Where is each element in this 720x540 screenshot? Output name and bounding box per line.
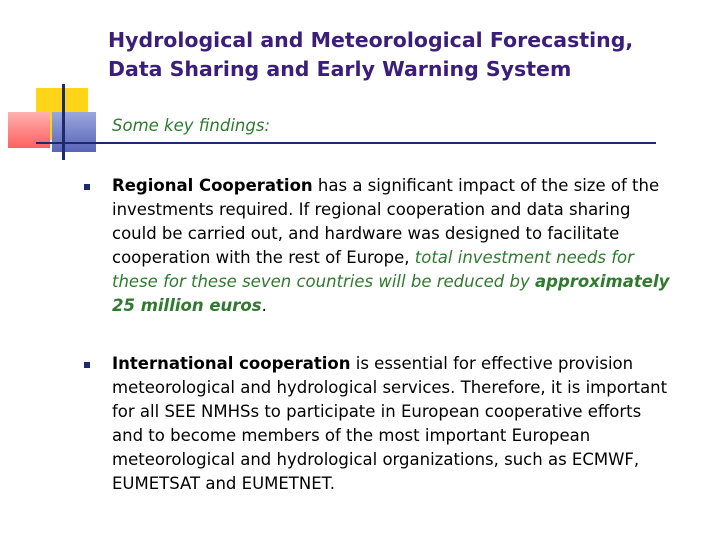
bullet-paragraph-regional-cooperation [112,174,677,318]
bullet-marker [84,184,90,190]
title-divider-line [36,142,656,144]
bullet-end: . [261,296,267,315]
bullet-text: is essential for effective provision meteorological and hydrological services. Therefore, it is important for all SEE NMHSs to participate in European cooperative efforts and to become members of the most important European meteorological and hydrological organizations, such as ECMWF, EUMETSAT and EUMETNET. [112,354,668,493]
highlight-bold-text: approximately 25 million euros [112,272,670,315]
highlight-text: total investment needs for these for these seven countries will be reduced by [112,248,634,291]
bullet-paragraph-international-cooperation [112,352,677,496]
slide-subtitle: Some key findings: [112,116,271,135]
bullet-text: has a significant impact of the size of the investments required. If regional cooperation and data sharing could be carried out, and hardware was designed to facilitate cooperation with the rest of Europe, [112,176,660,267]
title-line-1: Hydrological and Meteorological Forecasting, [108,28,634,52]
bullet-marker [84,362,90,368]
bullet-lead: International cooperation [112,354,351,373]
decorative-blue-square [52,112,96,152]
slide-title [108,26,708,84]
bullet-lead: Regional Cooperation [112,176,313,195]
decorative-vertical-line [62,84,65,160]
title-line-2: Data Sharing and Early Warning System [108,57,572,81]
